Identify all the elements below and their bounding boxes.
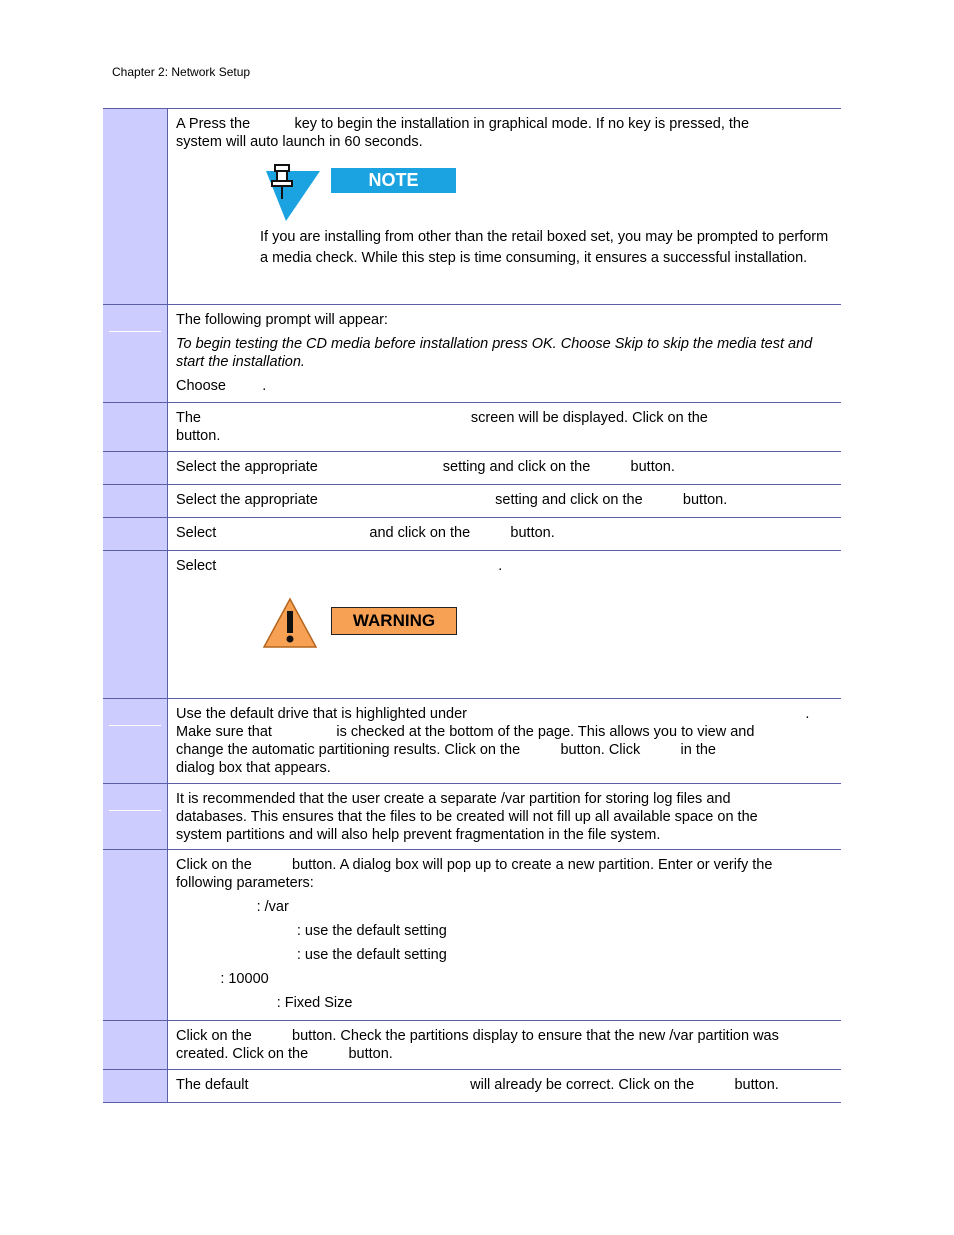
step-row-10	[103, 849, 841, 1020]
step-row-5	[103, 484, 841, 517]
step-content	[168, 305, 841, 402]
note-text: If you are installing from other than the retail boxed set, you may be prompted to perform a media check. While this step is time consuming, it ensures a successful installation.	[260, 229, 829, 266]
text-line: Select the appropriate setting and click on the button.	[176, 459, 675, 475]
text-line: change the automatic partitioning results. Click on the button. Click in the	[176, 742, 716, 758]
parameter-size-options: : Fixed Size	[176, 995, 353, 1011]
step-cell	[103, 1021, 168, 1069]
chapter-header: Chapter 2: Network Setup	[112, 65, 251, 79]
text-line: Make sure that is checked at the bottom of the page. This allows you to view and	[176, 724, 755, 740]
text-line: dialog box that appears.	[176, 760, 331, 776]
step-row-4	[103, 451, 841, 484]
step-row-8	[103, 698, 841, 783]
procedure-table	[103, 108, 841, 1103]
step-cell	[103, 551, 168, 698]
warning-triangle-icon	[262, 597, 318, 649]
step-cell	[103, 784, 168, 849]
note-banner: NOTE	[331, 168, 456, 193]
text-line: The screen will be displayed. Click on the	[176, 410, 708, 426]
text-line: created. Click on the button.	[176, 1046, 393, 1062]
text-line: Use the default drive that is highlighted under .	[176, 706, 810, 722]
parameter-drives: : use the default setting	[176, 947, 447, 963]
text-line: It is recommended that the user create a separate /var partition for storing log files and	[176, 791, 731, 807]
step-content	[168, 551, 841, 698]
text-line: Choose .	[176, 378, 267, 394]
step-content	[168, 518, 841, 550]
step-content	[168, 850, 841, 1020]
note-callout	[176, 115, 833, 265]
step-cell	[103, 305, 168, 402]
step-row-6	[103, 517, 841, 550]
step-row-12	[103, 1069, 841, 1103]
step-cell	[103, 699, 168, 783]
text-line: Click on the button. A dialog box will pop up to create a new partition. Enter or verify the	[176, 857, 773, 873]
step-content	[168, 452, 841, 484]
parameter-filesystem-type: : use the default setting	[176, 923, 447, 939]
step-row-7	[103, 550, 841, 698]
step-cell	[103, 403, 168, 451]
prompt-text: To begin testing the CD media before installation press OK. Choose Skip to skip the media test and start the installation.	[176, 336, 813, 370]
step-content	[168, 109, 841, 304]
step-cell	[103, 850, 168, 1020]
step-content	[168, 485, 841, 517]
step-row-9	[103, 783, 841, 849]
warning-banner: WARNING	[331, 607, 457, 635]
step-cell	[103, 109, 168, 304]
warning-callout	[176, 565, 833, 690]
step-content	[168, 1070, 841, 1102]
text-line: system partitions and will also help prevent fragmentation in the file system.	[176, 827, 661, 843]
text-line: Select the appropriate setting and click on the button.	[176, 492, 728, 508]
parameter-size: : 10000	[176, 971, 269, 987]
text-line: databases. This ensures that the files to be created will not fill up all available space on the	[176, 809, 758, 825]
text-line: system will auto launch in 60 seconds.	[176, 134, 423, 150]
step-cell	[103, 452, 168, 484]
step-content	[168, 699, 841, 783]
text-line: button.	[176, 428, 221, 444]
step-row-2	[103, 304, 841, 402]
step-content	[168, 403, 841, 451]
step-row-3	[103, 402, 841, 451]
text-line: following parameters:	[176, 875, 314, 891]
step-content	[168, 784, 841, 849]
parameter-mount-point: : /var	[176, 899, 289, 915]
text-line: Click on the button. Check the partitions display to ensure that the new /var partition was	[176, 1028, 779, 1044]
step-cell	[103, 1070, 168, 1102]
text-line: The default will already be correct. Click on the button.	[176, 1077, 779, 1093]
text-line: Select and click on the button.	[176, 525, 555, 541]
text-line: The following prompt will appear:	[176, 312, 388, 328]
step-cell	[103, 518, 168, 550]
step-cell	[103, 485, 168, 517]
step-row-11	[103, 1020, 841, 1069]
text-line: A Press the key to begin the installation in graphical mode. If no key is pressed, the	[176, 116, 750, 132]
text-line: Select .	[176, 558, 503, 574]
pushpin-icon	[264, 163, 320, 223]
step-row-1	[103, 108, 841, 304]
step-content	[168, 1021, 841, 1069]
